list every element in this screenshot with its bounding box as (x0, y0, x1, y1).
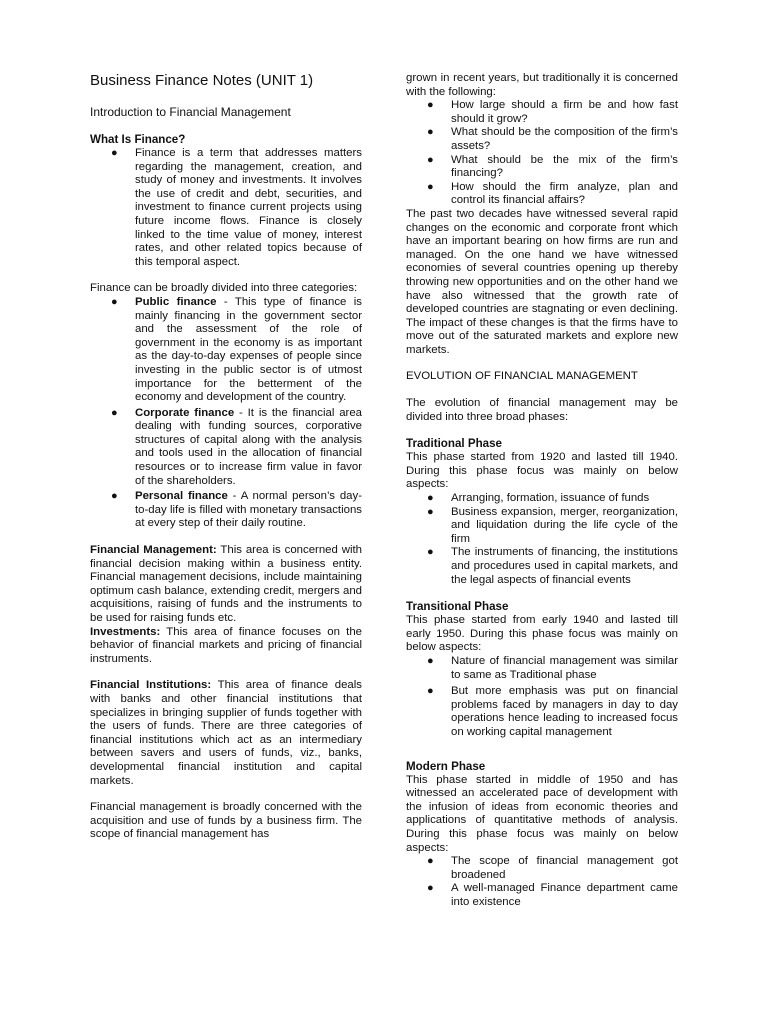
scope-paragraph: Financial management is broadly concerned with the acquisition and use of funds by a business firm. The scope of financial management has (90, 801, 362, 841)
list-item-text: What should be the mix of the firm’s financing? (451, 153, 678, 180)
list-item (427, 505, 678, 547)
transitional-phase-heading: Transitional Phase (406, 600, 509, 614)
investments-paragraph (90, 626, 362, 667)
bullet-icon: ● (427, 855, 434, 868)
paragraph-text: This area of finance deals with banks and other financial institutions that specializes in bringing supplier of funds together with the users of funds. There are three categories of financial institutions which act as an intermediary between savers and users of funds, viz., banks, developmental financial institution and capital markets. (90, 679, 362, 787)
bullet-icon: ● (111, 147, 118, 159)
list-item (427, 492, 678, 506)
traditional-phase-heading: Traditional Phase (406, 437, 502, 451)
bullet-icon: ● (427, 492, 434, 505)
list-item-text: Nature of financial management was similar to same as Traditional phase (451, 654, 678, 681)
list-item (427, 855, 678, 882)
modern-phase-list (406, 855, 678, 909)
paragraph-text: This area of finance focuses on the behavior of financial markets and pricing of financial instruments. (90, 625, 362, 665)
financial-institutions-paragraph (90, 679, 362, 788)
evolution-paragraph: The evolution of financial management may be divided into three broad phases: (406, 397, 678, 423)
list-item (427, 546, 678, 587)
list-item-text: Finance is a term that addresses matters regarding the management, creation, and study of money and investments. It involves the use of credit and debt, securities, and investment to finance current projects using future income flows. Finance is closely linked to the time value of money, interest rates, and other related topics because of this temporal aspect. (135, 147, 362, 268)
term: Public finance (135, 295, 217, 308)
modern-phase-paragraph: This phase started in middle of 1950 and has witnessed an accelerated pace of development with the infusion of ideas from economic theories and applications of quantitative methods of analysis. During this phase focus was mainly on below aspects: (406, 773, 678, 854)
categories-intro-paragraph: Finance can be broadly divided into three categories: (90, 282, 358, 295)
list-item-text: How should the firm analyze, plan and control its financial affairs? (451, 180, 678, 207)
transitional-phase-paragraph: This phase started from early 1940 and lasted till early 1950. During this phase focus was mainly on below aspects: (406, 614, 678, 654)
separator: - (227, 490, 241, 503)
document-title: Business Finance Notes (UNIT 1) (90, 72, 314, 89)
list-item-text: This type of finance is mainly financing in the government sector and the assessment of the role of government in the economy is as important as the day-to-day expenses of people since investing in the public sector is of utmost importance for the betterment of the economy and development of the country. (135, 295, 362, 404)
intro-heading: Introduction to Financial Management (90, 105, 291, 119)
term: Corporate finance (135, 406, 235, 419)
term: Financial Institutions: (90, 679, 212, 692)
bullet-icon: ● (427, 126, 434, 139)
term: Investments: (90, 625, 161, 638)
modern-phase-heading: Modern Phase (406, 759, 486, 773)
list-item (427, 654, 678, 682)
evolution-heading: EVOLUTION OF FINANCIAL MANAGEMENT (406, 370, 638, 383)
list-item-personal-finance (111, 490, 362, 531)
traditional-phase-paragraph: This phase started from 1920 and lasted till 1940. During this phase focus was mainly on below aspects: (406, 451, 678, 491)
separator: - (216, 295, 235, 308)
what-is-finance-heading: What Is Finance? (90, 133, 186, 146)
transitional-phase-list (406, 655, 678, 740)
bullet-icon: ● (427, 153, 434, 166)
list-item-text: It is the financial area dealing with funding sources, corporative structures of capital along with the analysis and tools used in the allocation of financial resources or to increase firm value in favor of the shareholders. (135, 406, 362, 487)
continued-paragraph: grown in recent years, but traditionally it is concerned with the following: (406, 72, 678, 98)
traditional-phase-list (406, 492, 678, 587)
separator: - (234, 406, 248, 419)
list-item (427, 99, 678, 126)
bullet-icon: ● (111, 490, 118, 503)
list-item-text: How large should a firm be and how fast should it grow? (451, 99, 678, 125)
what-is-finance-list (90, 147, 362, 269)
list-item (427, 685, 678, 739)
list-item-public-finance (111, 295, 362, 405)
term: Personal finance (135, 490, 228, 503)
bullet-icon: ● (427, 685, 434, 698)
bullet-icon: ● (427, 654, 434, 667)
past-decades-paragraph: The past two decades have witnessed several rapid changes on the economic and corporate front which have an important bearing on how firms are run and managed. On the one hand we have witnessed economies of several countries opening up thereby throwing new opportunities and on the other hand we have also witnessed that the growth rate of developed countries are stagnating or even declining. The impact of these changes is that the firms have to move out of the saturated markets and explore new markets. (406, 207, 678, 356)
categories-list (90, 296, 362, 531)
list-item-text: A well-managed Finance department came into existence (451, 882, 678, 908)
list-item-text: The scope of financial management got broadened (451, 855, 678, 881)
bullet-icon: ● (111, 295, 118, 308)
financial-management-paragraph (90, 544, 362, 626)
list-item-text: What should be the composition of the firm’s assets? (451, 126, 678, 152)
bullet-icon: ● (427, 505, 434, 518)
right-column (406, 72, 678, 909)
list-item (427, 180, 678, 208)
list-item-text: The instruments of financing, the institutions and procedures used in capital markets, and the legal aspects of financial events (451, 546, 678, 586)
list-item-text: A normal person’s day-to-day life is filled with monetary transactions at every step of their daily routine. (135, 490, 362, 530)
bullet-icon: ● (427, 546, 434, 559)
term: Financial Management: (90, 544, 217, 557)
list-item (427, 126, 678, 153)
bullet-icon: ● (111, 406, 118, 419)
bullet-icon: ● (427, 180, 434, 193)
concerns-list (406, 99, 678, 208)
list-item-text: Arranging, formation, issuance of funds (451, 492, 650, 505)
paragraph-text: This area is concerned with financial decision making within a business entity. Financial management decisions, include maintaining optimum cash balance, extending credit, mergers and acquisitions, raising of funds and the instruments to be used for raising funds etc. (90, 544, 362, 624)
bullet-icon: ● (427, 882, 434, 895)
list-item (427, 882, 678, 909)
list-item (427, 153, 678, 181)
list-item-text: Business expansion, merger, reorganization, and liquidation during the life cycle of the firm (451, 505, 678, 545)
list-item-corporate-finance (111, 406, 362, 489)
bullet-icon: ● (427, 99, 434, 112)
list-item-text: But more emphasis was put on financial problems faced by managers in day to day operations hence leading to increased focus on working capital management (451, 685, 678, 738)
left-column (90, 72, 362, 842)
list-item (111, 147, 362, 269)
